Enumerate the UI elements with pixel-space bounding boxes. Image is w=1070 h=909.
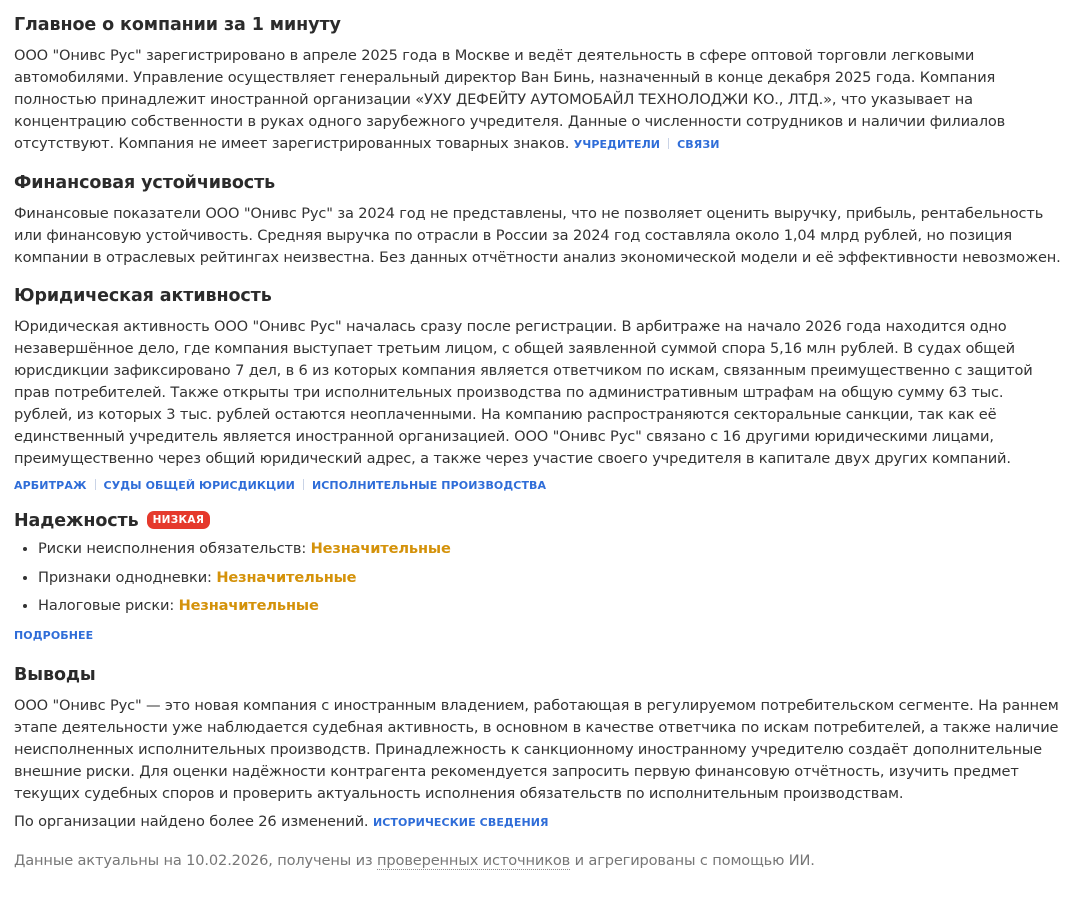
risk-label: Признаки однодневки: bbox=[38, 568, 217, 586]
changes-text: По организации найдено более 26 изменений. bbox=[14, 812, 369, 830]
reliability-heading bbox=[14, 508, 1064, 534]
risk-label: Налоговые риски: bbox=[38, 597, 179, 614]
connections-link[interactable]: СВЯЗИ bbox=[677, 138, 720, 151]
legal-section bbox=[14, 283, 1064, 496]
history-link[interactable]: ИСТОРИЧЕСКИЕ СВЕДЕНИЯ bbox=[372, 815, 549, 829]
link-separator bbox=[303, 479, 304, 490]
legal-links bbox=[14, 474, 1064, 496]
list-item bbox=[38, 595, 1064, 617]
conclusions-section bbox=[14, 662, 1064, 805]
conclusions-heading: Выводы bbox=[14, 664, 96, 685]
summary-heading: Главное о компании за 1 минуту bbox=[14, 15, 341, 35]
legal-text: Юридическая активность ООО "Онивс Рус" началась сразу после регистрации. В арбитраже на начало 2026 года находится одно незавершённое дело, где компания выступает третьим лицом, с общей заявленной суммой спора 5,16 млн рублей. В судах общей юрисдикции зафиксировано 7 дел, в 6 из которых компания является ответчиком по искам, связанным преимущественно с защитой прав потребителей. Также открыты три исполнительных производства по административным штрафам на общую сумму 63 тыс. рублей, из которых 3 тыс. рублей остаются неоплаченными. На компанию распространяются секторальные санкции, так как её единственный учредитель является иностранной организацией. ООО "Онивс Рус" связано с 16 другими юридическими лицами, преимущественно через общий юридический адрес, а также через участие своего учредителя в капитале двух других компаний. bbox=[14, 318, 1033, 467]
changes-row bbox=[14, 811, 1064, 834]
risk-value: Незначительные bbox=[310, 540, 451, 557]
reliability-badge: НИЗКАЯ bbox=[147, 511, 211, 529]
more-row bbox=[14, 624, 1064, 646]
general-courts-link[interactable]: СУДЫ ОБЩЕЙ ЮРИСДИКЦИИ bbox=[103, 479, 295, 492]
link-separator bbox=[668, 138, 669, 149]
risk-value: Незначительные bbox=[178, 597, 319, 614]
footer-note bbox=[14, 850, 1064, 872]
list-item bbox=[38, 538, 1064, 560]
reliability-list bbox=[14, 538, 1064, 617]
list-item bbox=[38, 567, 1064, 589]
link-separator bbox=[95, 479, 96, 490]
finance-section bbox=[14, 170, 1064, 269]
finance-text: Финансовые показатели ООО "Онивс Рус" за 2024 год не представлены, что не позволяет оценить выручку, прибыль, рентабельность или финансовую устойчивость. Средняя выручка по отрасли в России за 2024 год составляла около 1,04 млрд рублей, но позиция компании в отраслевых рейтингах неизвестна. Без данных отчётности анализ экономической модели и её эффективности невозможен. bbox=[14, 205, 1061, 266]
footer-suffix: и агрегированы с помощью ИИ. bbox=[570, 851, 815, 869]
reliability-section bbox=[14, 508, 1064, 646]
founders-link[interactable]: УЧРЕДИТЕЛИ bbox=[573, 138, 661, 151]
summary-section bbox=[14, 12, 1064, 156]
footer-prefix: Данные актуальны на 10.02.2026, получены из bbox=[14, 851, 378, 869]
enforcement-link[interactable]: ИСПОЛНИТЕЛЬНЫЕ ПРОИЗВОДСТВА bbox=[311, 479, 547, 492]
more-link[interactable]: ПОДРОБНЕЕ bbox=[14, 628, 94, 642]
summary-links bbox=[574, 135, 720, 152]
sources-link[interactable]: проверенных источников bbox=[377, 851, 571, 869]
reliability-title: Надежность bbox=[14, 511, 139, 531]
summary-paragraph bbox=[14, 45, 1064, 156]
risk-label: Риски неисполнения обязательств: bbox=[38, 540, 311, 557]
conclusions-text: ООО "Онивс Рус" — это новая компания с иностранным владением, работающая в регулируемом потребительском сегменте. На раннем этапе деятельности уже наблюдается судебная активность, в основном в качестве ответчика по искам потребителей, а также наличие неисполненных исполнительных производств. Принадлежность к санкционному иностранному учредителю создаёт дополнительные внешние риски. Для оценки надёжности контрагента рекомендуется запросить первую финансовую отчётность, изучить предмет текущих судебных споров и проверить актуальность исполнения обязательств по исполнительным производствам. bbox=[14, 696, 1059, 802]
arbitration-link[interactable]: АРБИТРАЖ bbox=[14, 479, 87, 492]
summary-text: ООО "Онивс Рус" зарегистрировано в апреле 2025 года в Москве и ведёт деятельность в сфере оптовой торговли легковыми автомобилями. Управление осуществляет генеральный директор Ван Бинь, назначенный в конце декабря 2025 года. Компания полностью принадлежит иностранной организации «УХУ ДЕФЕЙТУ АУТОМОБАЙЛ ТЕХНОЛОДЖИ КО., ЛТД.», что указывает на концентрацию собственности в руках одного зарубежного учредителя. Данные о численности сотрудников и наличии филиалов отсутствуют. Компания не имеет зарегистрированных товарных знаков. bbox=[14, 47, 1006, 152]
finance-heading: Финансовая устойчивость bbox=[14, 173, 276, 193]
legal-heading: Юридическая активность bbox=[14, 286, 272, 306]
risk-value: Незначительные bbox=[216, 568, 357, 586]
